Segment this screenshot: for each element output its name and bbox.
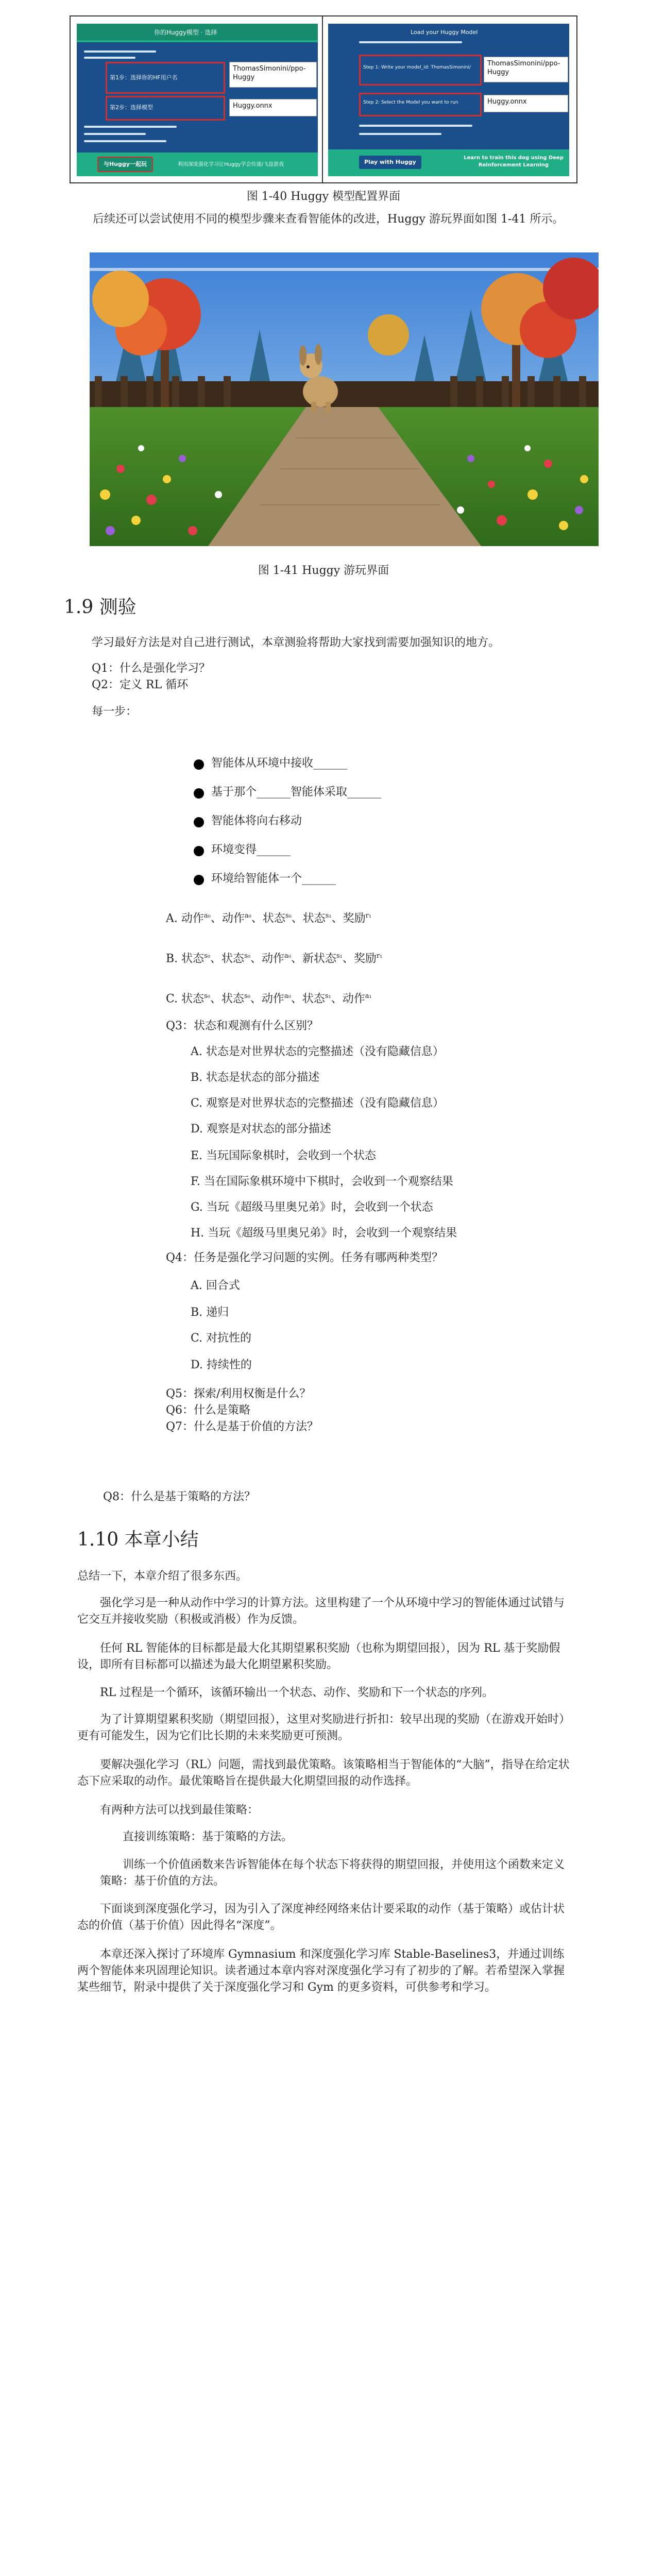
text-line xyxy=(359,125,472,127)
text-line xyxy=(359,41,462,43)
panel-header: 你的Huggy模型 · 选择 xyxy=(154,29,217,36)
q4-option: A. 回合式 xyxy=(191,1279,240,1292)
bullet-item: 智能体将向右移动 xyxy=(211,815,302,827)
bullet-item: 基于那个______智能体采取______ xyxy=(211,786,382,799)
figure-divider xyxy=(322,16,323,182)
bullet-dot xyxy=(194,759,204,770)
bullet-item: 环境变得______ xyxy=(211,843,291,856)
bullet-dot xyxy=(194,875,204,885)
question-1: Q1：什么是强化学习？ xyxy=(92,662,211,675)
question-7: Q7：什么是基于价值的方法？ xyxy=(166,1420,319,1433)
config-screenshot-english xyxy=(328,24,569,176)
quiz-intro: 学习最好方法是对自己进行测试，本章测验将帮助大家找到需要加强知识的地方。 xyxy=(92,636,500,649)
step1-label: Step 1: Write your model_id: ThomasSimonini/ xyxy=(363,65,471,70)
game-scene xyxy=(90,252,599,546)
text-line xyxy=(84,126,177,128)
q2-option-a: A. 动作$^{a_0}$、动作$^{a_0}$、状态$^{s_0}$、状态$^{s_1}$、奖励$^{r_1}$ xyxy=(166,912,372,925)
model-select[interactable]: Huggy.onnx xyxy=(484,95,568,112)
text-line xyxy=(84,133,146,135)
q2-option-b: B. 状态$^{s_0}$、状态$^{s_0}$、动作$^{a_0}$、新状态$^{s_1}$、奖励$^{r_1}$ xyxy=(166,952,383,965)
summary-paragraph: 任何 RL 智能体的目标都是最大化其期望累积奖励（也称为期望回报），因为 RL 基于奖励假设，即所有目标都可以描述为最大化期望累积奖励。 xyxy=(77,1642,560,1671)
q4-option: B. 递归 xyxy=(191,1306,229,1319)
text-line xyxy=(84,140,166,142)
summary-paragraph: 要解决强化学习（RL）问题，需找到最优策略。该策略相当于智能体的“大脑”，指导在给定状态下应采取的动作。最优策略旨在提供最大化期望回报的动作选择。 xyxy=(77,1758,570,1788)
question-8: Q8：什么是基于策略的方法？ xyxy=(103,1490,256,1503)
step1-label: 第1步：选择你的HF用户名 xyxy=(110,74,178,81)
summary-paragraph: 为了计算期望累积奖励（期望回报），这里对奖励进行折扣：较早出现的奖励（在游戏开始时）更有可能发生，因为它们比长期的未来奖励更可预测。 xyxy=(77,1713,571,1742)
q4-option: C. 对抗性的 xyxy=(191,1332,252,1345)
q3-option: A. 状态是对世界状态的完整描述（没有隐藏信息） xyxy=(191,1045,444,1058)
step2-label: 第2步：选择模型 xyxy=(110,104,153,111)
q3-option: E. 当玩国际象棋时，会收到一个状态 xyxy=(191,1149,377,1162)
summary-paragraph: RL 过程是一个循环，该循环输出一个状态、动作、奖励和下一个状态的序列。 xyxy=(100,1686,494,1699)
q3-option: D. 观察是对状态的部分描述 xyxy=(191,1123,331,1136)
figure-1-40 xyxy=(70,15,577,183)
highlight-box xyxy=(359,55,482,86)
each-step-label: 每一步： xyxy=(92,705,138,718)
q4-option: D. 持续性的 xyxy=(191,1359,252,1371)
question-4: Q4：任务是强化学习问题的实例。任务有哪两种类型？ xyxy=(166,1251,444,1264)
summary-paragraph: 强化学习是一种从动作中学习的计算方法。这里构建了一个从环境中学习的智能体通过试错与它交互并接收奖励（积极或消极）作为反馈。 xyxy=(77,1597,565,1626)
question-3: Q3：状态和观测有什么区别？ xyxy=(166,1020,319,1032)
panel-footer: 利用深度强化学习让Huggy学会传递/飞盘游戏 xyxy=(178,162,284,167)
text-line xyxy=(84,50,156,53)
intro-paragraph: 后续还可以尝试使用不同的模型步骤来查看智能体的改进，Huggy 游玩界面如图 1-41 所示。 xyxy=(93,213,564,226)
bullet-item: 智能体从环境中接收______ xyxy=(211,757,348,770)
q3-option: B. 状态是状态的部分描述 xyxy=(191,1071,320,1084)
bullet-dot xyxy=(194,846,204,856)
summary-paragraph: 下面谈到深度强化学习，因为引入了深度神经网络来估计要采取的动作（基于策略）或估计状态的价值（基于价值）因此得名“深度”。 xyxy=(77,1903,565,1932)
question-5: Q5：探索/利用权衡是什么？ xyxy=(166,1387,311,1400)
figure-1-40-caption: 图 1-40 Huggy 模型配置界面 xyxy=(246,190,401,203)
section-heading-summary: 1.10 本章小结 xyxy=(77,1529,199,1550)
q3-option: H. 当玩《超级马里奥兄弟》时，会收到一个观察结果 xyxy=(191,1227,457,1240)
panel-header: Load your Huggy Model xyxy=(411,29,478,36)
model-select[interactable]: Huggy.onnx xyxy=(229,99,317,116)
step2-label: Step 2: Select the Model you want to run xyxy=(363,100,458,105)
bullet-dot xyxy=(194,788,204,799)
q3-option: C. 观察是对世界状态的完整描述（没有隐藏信息） xyxy=(191,1097,445,1110)
section-heading-quiz: 1.9 测验 xyxy=(64,597,137,618)
play-button[interactable]: Play with Huggy xyxy=(359,156,421,169)
bullet-dot xyxy=(194,817,204,827)
text-line xyxy=(359,133,441,135)
question-2: Q2：定义 RL 循环 xyxy=(92,679,189,691)
username-input[interactable]: ThomasSimonini/ppo-Huggy xyxy=(229,62,317,88)
summary-intro: 总结一下，本章介绍了很多东西。 xyxy=(77,1570,248,1583)
summary-paragraph: 有两种方法可以找到最佳策略： xyxy=(100,1804,259,1817)
play-button[interactable]: 与Huggy一起玩 xyxy=(97,157,153,172)
summary-paragraph: 本章还深入探讨了环境库 Gymnasium 和深度强化学习库 Stable-Baselines3，并通过训练两个智能体来巩固理论知识。读者通过本章内容对深度强化学习有了初步的了解。若希望深入掌握某些细节，附录中提供了关于深度强化学习和 Gym 的更多资料，可供参考和学习。 xyxy=(77,1948,565,1994)
question-6: Q6：什么是策略 xyxy=(166,1404,251,1417)
figure-1-41-caption: 图 1-41 Huggy 游玩界面 xyxy=(258,564,389,577)
figure-1-41-game-screenshot xyxy=(90,252,599,546)
q3-option: F. 当在国际象棋环境中下棋时，会收到一个观察结果 xyxy=(191,1175,453,1188)
bullet-item: 环境给智能体一个______ xyxy=(211,872,336,885)
summary-paragraph: 训练一个价值函数来告诉智能体在每个状态下将获得的期望回报，并使用这个函数来定义策略：基于价值的方法。 xyxy=(100,1858,565,1888)
config-screenshot-chinese xyxy=(77,24,318,176)
username-input[interactable]: ThomasSimonini/ppo-Huggy xyxy=(484,57,568,82)
q2-option-c: C. 状态$^{s_0}$、状态$^{s_0}$、动作$^{a_0}$、状态$^{s_1}$、动作$^{a_1}$ xyxy=(166,992,372,1006)
summary-paragraph: 直接训练策略：基于策略的方法。 xyxy=(123,1831,293,1843)
q3-option: G. 当玩《超级马里奥兄弟》时，会收到一个状态 xyxy=(191,1201,433,1214)
panel-footer: Learn to train this dog using Deep Reinforcement Learning xyxy=(464,155,564,168)
text-line xyxy=(84,57,135,59)
